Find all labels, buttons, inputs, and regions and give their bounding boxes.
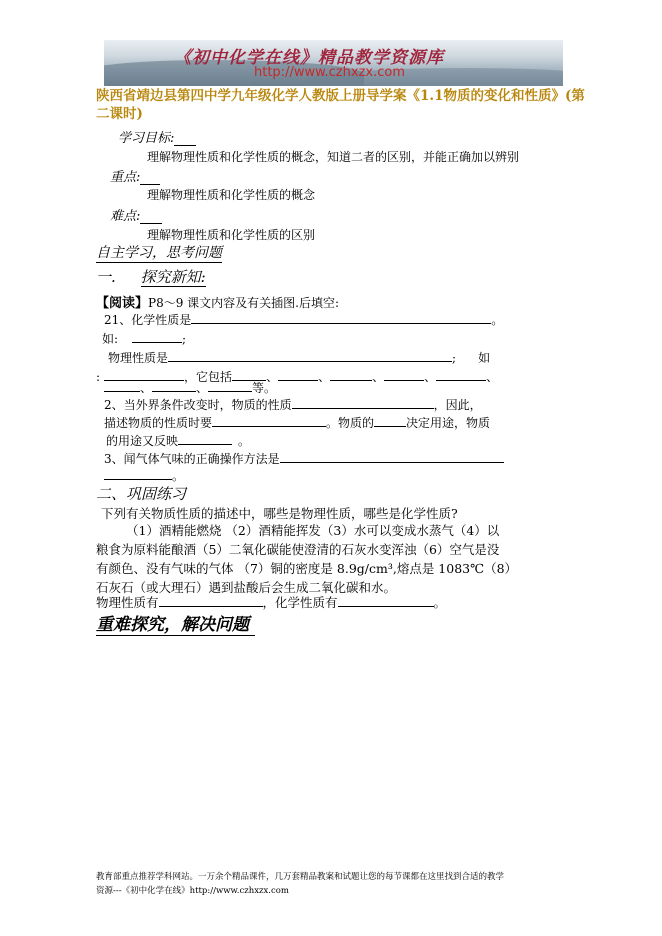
q2-use-label: 决定用途，物质 [406,416,491,430]
practice-answer-line [96,593,446,611]
difficult-heading: 重难探究，解决问题 [96,610,255,636]
heading-underline [174,133,196,146]
punct: 、 [372,370,385,384]
punct: ; [182,332,187,346]
blank-field[interactable] [178,433,232,445]
reading-instruction [96,292,339,311]
punct: 。 [172,469,185,483]
blank-field[interactable] [132,331,182,343]
punct: 、 [424,370,437,384]
punct: 、 [140,381,153,395]
q1-example-label: 如: [102,332,119,346]
punct: 。 [491,313,504,327]
q2-line-a [104,396,482,413]
blank-field[interactable] [152,380,196,392]
practice-line-3: 有颜色、没有气味的气体 （7）铜的密度是 8.9g/cm³,熔点是 1083℃（8） [96,561,518,576]
blank-field[interactable] [104,380,140,392]
chemical-answer-field[interactable] [338,595,434,607]
blank-field[interactable] [330,369,372,381]
q2-line-b [104,414,490,431]
blank-field[interactable] [292,397,434,409]
blank-field[interactable] [280,451,504,463]
q2-substance-label: 。物质的 [326,416,375,430]
footer-line-2: 资源---《初中化学在线》http://www.czhxzx.com [96,886,289,896]
difficulties-text: 理解物理性质和化学性质的区别 [147,228,316,242]
practice-heading: 二、巩固练习 [96,485,187,503]
chemical-answer-label: ，化学性质有 [262,595,338,610]
key-points-heading-text: 重点: [110,170,141,185]
header-banner [104,40,563,86]
physical-answer-label: 物理性质有 [96,595,159,610]
q2-line-c [106,432,250,449]
reading-tag: 【阅读】 [96,296,149,311]
practice-question: 下列有关物质性质的描述中，哪些是物理性质，哪些是化学性质? [101,506,458,521]
heading-underline [140,211,162,224]
practice-line-1: （1）酒精能燃烧 （2）酒精能挥发（3）水可以变成水蒸气（4）以 [126,523,500,538]
blank-field[interactable] [436,369,486,381]
blank-field[interactable] [278,369,318,381]
blank-field[interactable] [208,380,252,392]
punct: 、 [318,370,331,384]
difficulties-heading [110,205,162,224]
objectives-heading [118,127,196,146]
practice-line-4: 石灰石（或大理石）遇到盐酸后会生成二氧化碳和水。 [96,580,397,595]
blank-field[interactable] [374,415,406,427]
key-points-heading [110,166,160,185]
blank-field[interactable] [212,415,326,427]
punct: 、 [486,370,499,384]
self-study-heading: 自主学习，思考问题 [96,242,222,263]
punct: 、 [196,381,209,395]
q1-label: 21、化学性质是 [104,313,192,327]
banner-url[interactable]: http://www.czhxzx.com [254,65,405,80]
q1-line-c [108,349,490,366]
key-points-text: 理解物理性质和化学性质的概念 [147,188,316,202]
includes-label: ，它包括 [184,370,233,384]
heading-underline [140,172,160,185]
q2-reflect-label: 的用途又反映 [106,434,179,448]
part1-heading [96,266,206,287]
objectives-text: 理解物理性质和化学性质的概念，知道二者的区别，并能正确加以辨别 [147,150,520,164]
q2-describe-label: 描述物质的性质时要 [104,416,213,430]
example-label: 如 [478,351,491,365]
reading-text: P8～9 课文内容及有关插图.后填空: [148,296,340,310]
punct: : [96,370,101,384]
q1-line-a [104,311,503,328]
practice-line-2: 粮食为原料能酿酒（5）二氧化碳能使澄清的石灰水变浑浊（6）空气是没 [96,542,500,557]
q3-line-b [104,467,184,484]
q1-line-e [104,379,276,396]
difficulties-heading-text: 难点: [110,209,141,224]
footer-line-1: 教育部重点推荐学科网站。一万余个精品课件，几万套精品教案和试题让您的每节课都在这里找到合适的教学 [96,872,505,882]
etc-label: 等。 [252,381,277,395]
part1-title: 探究新知: [140,268,206,286]
punct: 。 [433,595,447,610]
practice-items [96,521,517,597]
q3-label: 3、闻气体气味的正确操作方法是 [104,452,280,466]
q2-label: 2、当外界条件改变时，物质的性质 [104,398,292,412]
q1-line-b [102,330,186,347]
physical-property-label: 物理性质是 [108,351,169,365]
physical-answer-field[interactable] [159,595,263,607]
blank-field[interactable] [384,369,424,381]
blank-field[interactable] [191,312,491,324]
objectives-heading-text: 学习目标: [118,131,175,146]
punct: 、 [266,370,279,384]
blank-field[interactable] [104,468,172,480]
blank-field[interactable] [168,350,452,362]
punct: 。 [238,434,251,448]
punct: ，因此， [433,398,482,412]
q3-line-a [104,450,504,467]
part1-number: 一. [96,268,116,286]
banner-title: 《初中化学在线》精品教学资源库 [174,48,444,68]
punct: ; [452,351,457,365]
document-title: 陕西省靖边县第四中学九年级化学人教版上册导学案《1.1物质的变化和性质》(第二课时) [96,88,585,122]
